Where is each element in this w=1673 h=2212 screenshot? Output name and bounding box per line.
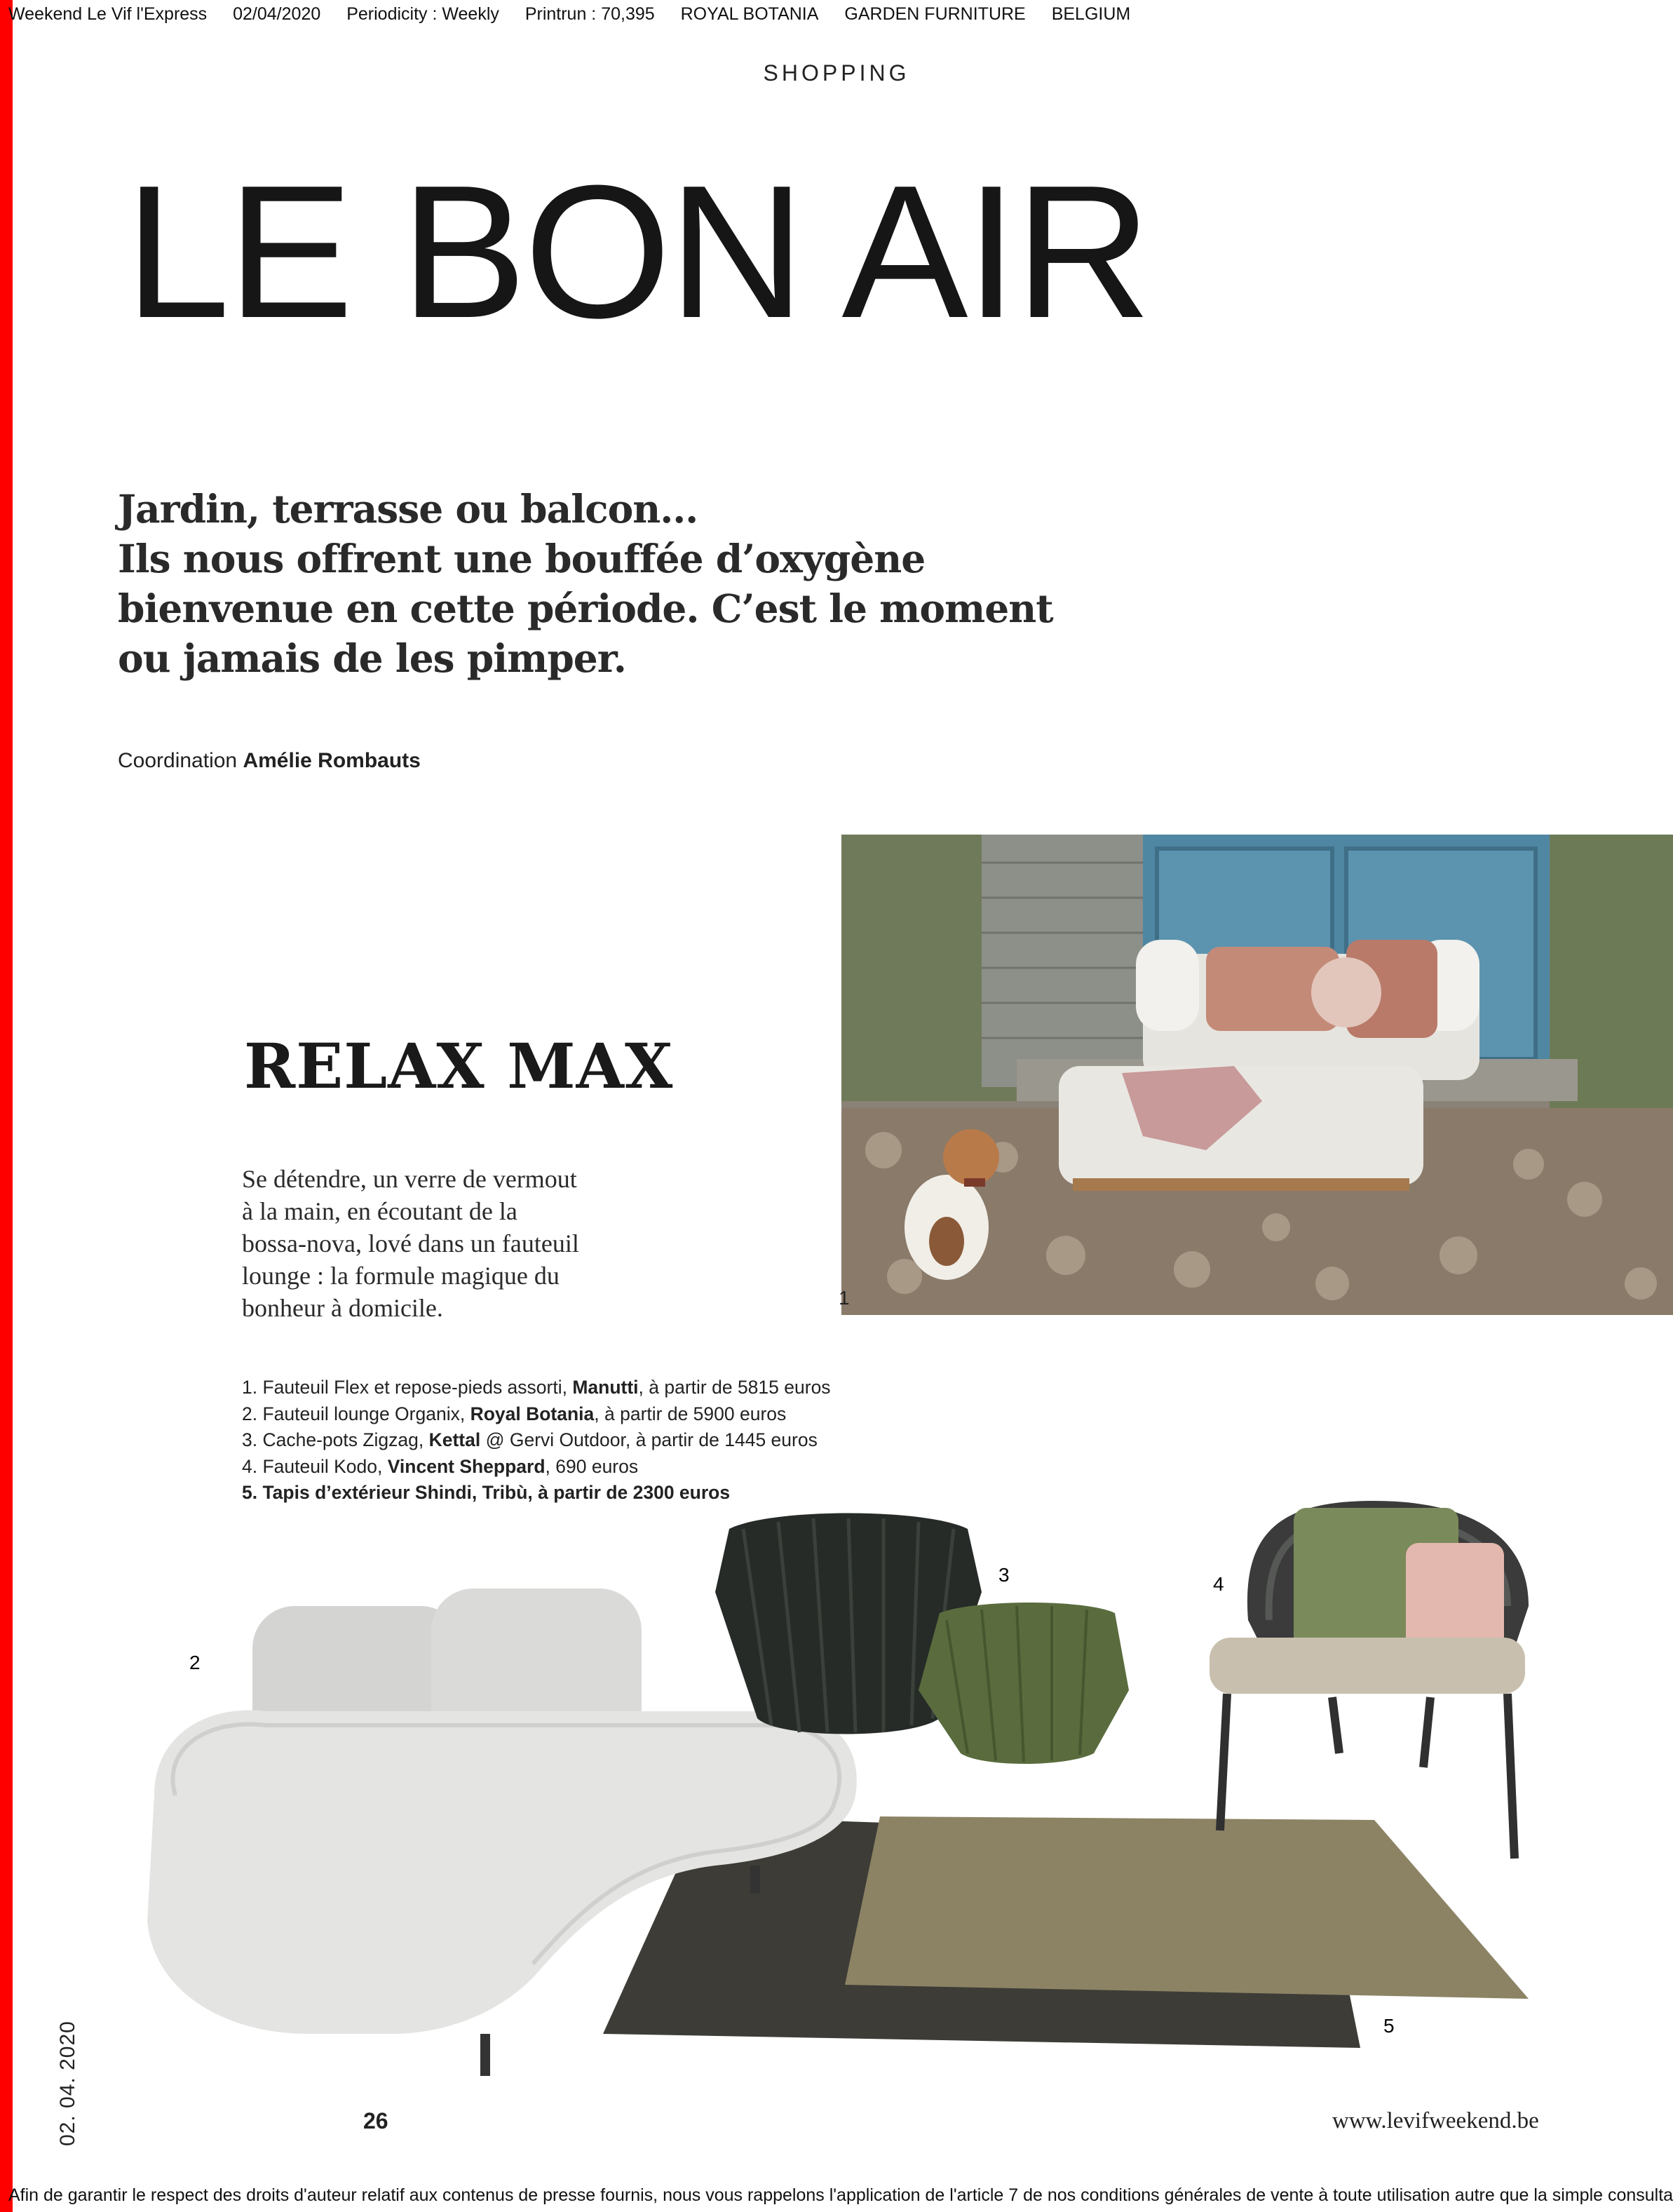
rug-beige <box>845 1816 1529 1999</box>
figure-number-5: 5 <box>1383 2015 1395 2037</box>
product-desc: 2. Fauteuil lounge Organix, <box>242 1403 470 1424</box>
body-line: Se détendre, un verre de vermout <box>242 1165 577 1193</box>
credit-label: Coordination <box>118 749 238 772</box>
product-cutouts <box>0 1501 1673 2104</box>
product-price: , 690 euros <box>545 1455 639 1477</box>
section-heading-relax-max: RELAX MAX <box>244 1030 674 1102</box>
credit-name: Amélie Rombauts <box>243 749 421 772</box>
category: GARDEN FURNITURE <box>844 4 1026 24</box>
body-line: à la main, en écoutant de la <box>242 1197 517 1225</box>
relax-body-text <box>242 1163 663 1324</box>
intro-text <box>118 484 1170 683</box>
figure-number-3: 3 <box>998 1564 1010 1586</box>
website-url: www.levifweekend.be <box>1332 2108 1539 2133</box>
product-price: @ Gervi Outdoor, à partir de 1445 euros <box>480 1429 818 1450</box>
intro-line: Jardin, terrasse ou balcon… <box>118 486 698 532</box>
product-brand: 5. Tapis d’extérieur Shindi, Tribù, à partir de 2300 euros <box>242 1482 731 1503</box>
product-credit <box>242 1454 831 1481</box>
printrun: Printrun : 70,395 <box>524 4 655 24</box>
body-line: lounge : la formule magique du <box>242 1262 560 1290</box>
intro-line: ou jamais de les pimper. <box>118 635 626 681</box>
product-credit <box>242 1427 831 1454</box>
page-title: LE BON AIR <box>125 147 1149 358</box>
product-desc: 1. Fauteuil Flex et repose-pieds assorti, <box>242 1377 573 1398</box>
product-price: , à partir de 5900 euros <box>594 1403 787 1424</box>
figure-number-4: 4 <box>1213 1573 1224 1595</box>
intro-line: Ils nous offrent une bouffée d’oxygène <box>118 536 926 581</box>
hero-photo-lounge-chair-with-dog <box>841 835 1673 1315</box>
coordination-credit <box>118 749 421 773</box>
body-line: bonheur à domicile. <box>242 1294 443 1322</box>
product-credits-list <box>242 1375 831 1506</box>
body-line: bossa-nova, lové dans un fauteuil <box>242 1229 579 1257</box>
page-number: 26 <box>363 2108 388 2133</box>
client-name: ROYAL BOTANIA <box>680 4 819 24</box>
country: BELGIUM <box>1051 4 1131 24</box>
product-desc: 4. Fauteuil Kodo, <box>242 1455 388 1477</box>
product-credit <box>242 1375 831 1401</box>
copyright-footer-notice: Afin de garantir le respect des droits d'auteur relatif aux contenus de presse fournis, nous vous rappelons l'application de l'article 7 de nos conditions générales de vente à toute utilisation autre que la simple consulta <box>8 2185 1673 2205</box>
product-brand: Kettal <box>428 1429 481 1450</box>
product-credit <box>242 1401 831 1428</box>
intro-line: bienvenue en cette période. C’est le moment <box>118 586 1053 631</box>
product-desc: 3. Cache-pots Zigzag, <box>242 1429 429 1450</box>
publication-name: Weekend Le Vif l'Express <box>8 4 208 24</box>
figure-number-2: 2 <box>189 1652 201 1673</box>
section-label: SHOPPING <box>763 60 910 86</box>
periodicity: Periodicity : Weekly <box>346 4 499 24</box>
armchair-kodo <box>1210 1501 1529 1859</box>
press-clipping-header <box>8 4 1151 25</box>
issue-date-vertical: 02. 04. 2020 <box>56 2021 79 2146</box>
product-price: , à partir de 5815 euros <box>638 1377 831 1398</box>
product-brand: Royal Botania <box>470 1403 595 1424</box>
product-brand: Vincent Sheppard <box>387 1455 546 1477</box>
publication-date: 02/04/2020 <box>233 4 321 24</box>
figure-number-1: 1 <box>839 1287 850 1309</box>
planter-zigzag-green <box>919 1603 1129 1764</box>
product-brand: Manutti <box>572 1377 639 1398</box>
